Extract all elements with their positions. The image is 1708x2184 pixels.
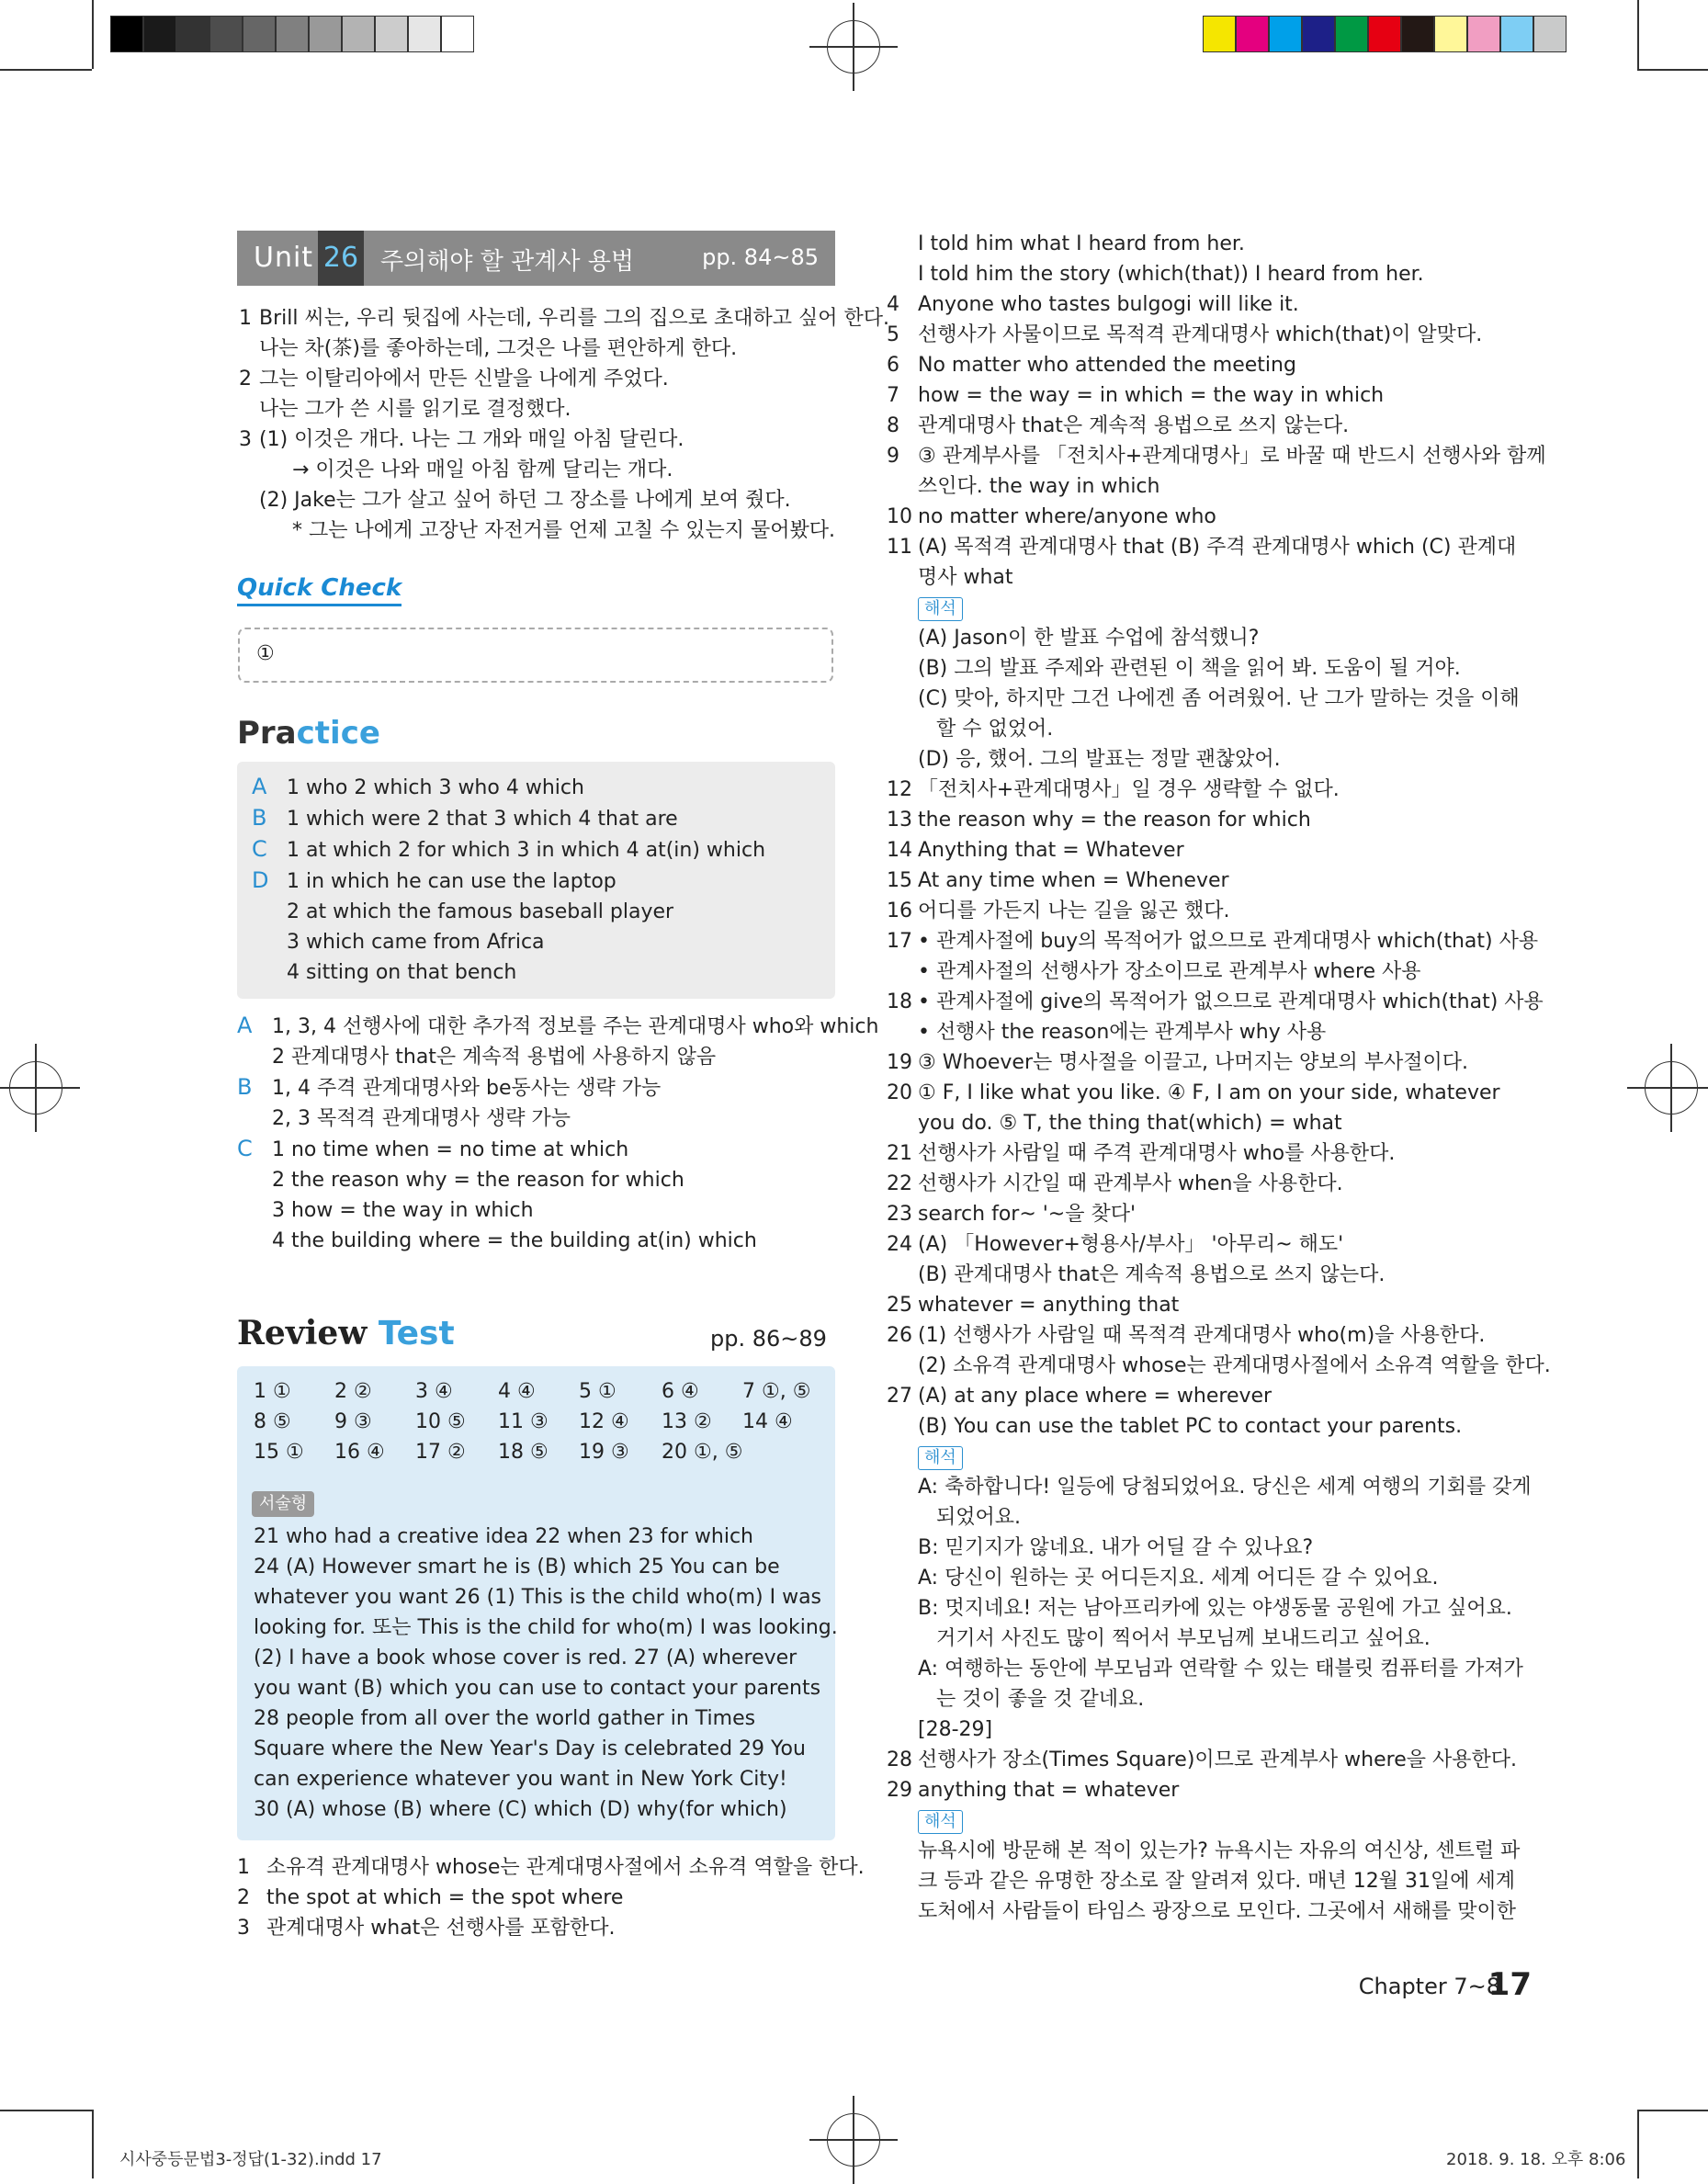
explanation-text: 거기서 사진도 많이 찍어서 부모님께 보내드리고 싶어요. [936, 1627, 1431, 1650]
gray-swatch [209, 16, 243, 52]
explanation-line [887, 1714, 1493, 1745]
explanation-line [887, 1866, 1515, 1896]
explanation-number: 1 [237, 1856, 250, 1879]
gray-swatch [342, 16, 375, 52]
crop-mark [0, 2110, 92, 2111]
gray-swatch [309, 16, 342, 52]
practice-title: Practice [237, 715, 380, 752]
explanation-number: 6 [887, 354, 899, 377]
review-answer: 20 ①, ⑤ [662, 1441, 743, 1464]
explanation-text: (2) 소유격 관계대명사 whose는 관계대명사절에서 소유격 역할을 한다. [918, 1354, 1551, 1377]
practice-letter: B [237, 1074, 253, 1100]
explanation-text: (B) 그의 발표 주제와 관련된 이 책을 읽어 봐. 도움이 될 거야. [918, 657, 1461, 680]
practice-letter: D [252, 867, 269, 893]
explanation-line [887, 1138, 1493, 1169]
practice-row [252, 772, 831, 803]
practice-answer: 2 at which the famous baseball player [287, 900, 674, 923]
explanation-line [887, 775, 1493, 805]
practice-row [252, 897, 831, 927]
color-swatch [1335, 16, 1368, 52]
practice-row [252, 957, 831, 988]
explanation-line [887, 1351, 1551, 1381]
example-translations [239, 303, 889, 546]
explanation-text: 관계대명사 that은 계속적 용법으로 쓰지 않는다. [918, 414, 1350, 437]
practice-explanation-text: 3 how = the way in which [272, 1199, 534, 1222]
explanation-line [887, 684, 1520, 714]
explanation-number: 13 [887, 809, 912, 832]
practice-explanation [237, 1226, 843, 1256]
crop-mark [92, 0, 94, 69]
practice-letter: C [237, 1136, 253, 1161]
example-line: 1 Brill 씨는, 우리 뒷집에 사는데, 우리를 그의 집으로 초대하고 싶어 한다. [239, 307, 889, 330]
explanation-text: 선행사가 사물이므로 목적격 관계대명사 which(that)이 알맞다. [918, 323, 1483, 346]
explanation-text: (C) 맞아, 하지만 그건 나에겐 좀 어려웠어. 난 그가 말하는 것을 이해 [918, 687, 1520, 710]
explanation-text: A: 당신이 원하는 곳 어디든지요. 세계 어디든 갈 수 있어요. [918, 1567, 1439, 1590]
explanation-number: 15 [887, 869, 912, 892]
explanation-text: (A) 목적격 관계대명사 that (B) 주격 관계대명사 which (C) 관계대 [918, 536, 1517, 559]
explanation-text: • 선행사 the reason에는 관계부사 why 사용 [918, 1021, 1327, 1044]
gray-swatch [408, 16, 441, 52]
review-answer: 3 ④ [415, 1380, 453, 1403]
review-answer: 14 ④ [742, 1410, 793, 1433]
explanation-number: 29 [887, 1779, 912, 1802]
explanation-text: you do. ⑤ T, the thing that(which) = what [918, 1112, 1342, 1135]
review-answer: 11 ③ [498, 1410, 549, 1433]
color-swatch [1302, 16, 1335, 52]
explanation-number: 16 [887, 900, 912, 922]
essay-tag: 서술형 [252, 1491, 314, 1517]
review-answer: 8 ⑤ [254, 1410, 291, 1433]
essay-answer-line: (2) I have a book whose cover is red. 27 (A) wherever [254, 1646, 797, 1669]
example-line: 나는 그가 쓴 시를 읽기로 결정했다. [259, 398, 571, 421]
explanation-line [887, 926, 1539, 956]
example-line: * 그는 나에게 고장난 자전거를 언제 고칠 수 있는지 물어봤다. [292, 519, 835, 542]
registration-mark-left [9, 1061, 62, 1115]
explanation-text: I told him what I heard from her. [918, 232, 1245, 255]
explanation-line [887, 744, 1493, 775]
explanation-line [887, 1502, 1493, 1533]
explanation-number: 7 [887, 384, 899, 407]
crop-mark [92, 2110, 94, 2178]
practice-explanation-text: 1, 4 주격 관계대명사와 be동사는 생략 가능 [272, 1077, 662, 1100]
crop-mark [1637, 0, 1639, 69]
practice-explanation [237, 1103, 843, 1134]
explanation-line [887, 1563, 1493, 1593]
page-number: 17 [1487, 1966, 1532, 2003]
review-answer: 18 ⑤ [498, 1441, 549, 1464]
crop-mark [1637, 2110, 1639, 2178]
explanation-number: 22 [887, 1172, 912, 1195]
explanation-text: 쓰인다. the way in which [918, 475, 1160, 498]
explanation-line [887, 987, 1544, 1017]
explanation-line [887, 502, 1493, 532]
unit-title: 주의해야 할 관계사 용법 [380, 248, 634, 276]
explanation-line [887, 1017, 1493, 1047]
practice-answer: 1 in which he can use the laptop [287, 870, 616, 893]
explanation-line [887, 896, 1493, 926]
explanation-line [887, 1320, 1493, 1351]
review-answer: 12 ④ [579, 1410, 629, 1433]
review-test-title: Review Test [237, 1314, 455, 1352]
essay-answer-line: looking for. 또는 This is the child for who(m) I was looking. [254, 1616, 838, 1639]
color-swatch [1467, 16, 1500, 52]
color-swatch [1368, 16, 1401, 52]
explanation-text: Anything that = Whatever [918, 839, 1184, 862]
review-answer: 19 ③ [579, 1441, 629, 1464]
explanation-line [887, 653, 1493, 684]
color-swatch [1203, 16, 1236, 52]
explanation-text: 관계대명사 what은 선행사를 포함한다. [266, 1917, 616, 1940]
explanation-line [887, 714, 1493, 744]
explanation-line [887, 1836, 1521, 1866]
explanation-line [887, 1381, 1493, 1411]
review-answer: 6 ④ [662, 1380, 699, 1403]
explanation-number: 24 [887, 1233, 912, 1256]
color-swatch [1236, 16, 1269, 52]
explanation-text: 되었어요. [936, 1506, 1022, 1529]
color-swatch [1269, 16, 1302, 52]
explanation-number: 18 [887, 990, 912, 1013]
practice-explanation-text: 2 the reason why = the reason for which [272, 1169, 684, 1192]
explanation-number: 8 [887, 414, 899, 437]
explanation-line [887, 805, 1493, 835]
explanation-text: At any time when = Whenever [918, 869, 1229, 892]
explanation-number: 26 [887, 1324, 912, 1347]
translation-badge: 해석 [918, 1446, 963, 1470]
explanation-line [887, 835, 1493, 866]
practice-letter: B [252, 805, 267, 831]
explanation-text: I told him the story (which(that)) I heard from her. [918, 263, 1424, 286]
translation-badge: 해석 [918, 1810, 963, 1834]
explanation-number: 14 [887, 839, 912, 862]
explanation-text: (1) 선행사가 사람일 때 목적격 관계대명사 who(m)을 사용한다. [918, 1324, 1486, 1347]
explanation-line [887, 441, 1546, 471]
explanation-line [887, 289, 1493, 320]
practice-answers [252, 772, 831, 988]
practice-explanation-text: 2 관계대명사 that은 계속적 용법에 사용하지 않음 [272, 1046, 717, 1069]
explanation-line [887, 956, 1493, 987]
explanation-text: the reason why = the reason for which [918, 809, 1311, 832]
explanation-number: 4 [887, 293, 899, 316]
explanation-line [887, 1442, 1493, 1472]
explanation-text: whatever = anything that [918, 1294, 1180, 1317]
explanation-text: 선행사가 장소(Times Square)이므로 관계부사 where을 사용한다. [918, 1748, 1517, 1771]
explanation-line [887, 320, 1493, 350]
explanation-item [237, 1852, 865, 1883]
date-slug: 2018. 9. 18. 오후 8:06 [1446, 2150, 1626, 2169]
essay-answer-line: can experience whatever you want in New York City! [254, 1768, 787, 1791]
explanation-line [887, 593, 1493, 623]
example-line: 3 (1) 이것은 개다. 나는 그 개와 매일 아침 달린다. [239, 428, 684, 451]
practice-explanation-text: 1 no time when = no time at which [272, 1138, 629, 1161]
explanation-number: 27 [887, 1385, 912, 1408]
explanation-line [887, 1775, 1493, 1805]
example-line: → 이것은 나와 매일 아침 함께 달리는 개다. [292, 458, 673, 481]
explanation-line [887, 532, 1517, 562]
translation-badge: 해석 [918, 597, 963, 621]
gray-swatch [143, 16, 176, 52]
practice-explanation [237, 1011, 879, 1042]
practice-explanation [237, 1134, 843, 1165]
essay-answer-line: 24 (A) However smart he is (B) which 25 You can be [254, 1556, 780, 1579]
explanation-line [887, 1229, 1493, 1260]
review-answer: 10 ⑤ [415, 1410, 466, 1433]
explanation-text: 소유격 관계대명사 whose는 관계대명사절에서 소유격 역할을 한다. [266, 1856, 865, 1879]
unit-pages: pp. 84~85 [702, 244, 819, 270]
explanation-text: A: 축하합니다! 일등에 당첨되었어요. 당신은 세계 여행의 기회를 갖게 [918, 1476, 1532, 1499]
practice-row [252, 927, 831, 957]
explanation-line [887, 1047, 1493, 1078]
explanation-text: ③ 관계부사를 「전치사+관계대명사」로 바꿀 때 반드시 선행사와 함께 [918, 445, 1546, 468]
explanation-line [887, 1745, 1517, 1775]
registration-mark-right [1645, 1061, 1698, 1115]
gray-swatch [441, 16, 474, 52]
explanation-text: 「전치사+관계대명사」일 경우 생략할 수 없다. [918, 778, 1340, 801]
review-test-pages: pp. 86~89 [710, 1326, 827, 1352]
chapter-label: Chapter 7~8 [1358, 1974, 1500, 1999]
review-answer: 9 ③ [334, 1410, 372, 1433]
explanation-line [887, 259, 1493, 289]
explanation-line [887, 1896, 1517, 1927]
explanation-number: 28 [887, 1748, 912, 1771]
explanation-text: (B) You can use the tablet PC to contact your parents. [918, 1415, 1463, 1438]
explanation-text: • 관계사절의 선행사가 장소이므로 관계부사 where 사용 [918, 960, 1421, 983]
gray-swatch [375, 16, 408, 52]
explanation-line [887, 1684, 1493, 1714]
review-answer-grid [254, 1376, 823, 1467]
review-answer-row [254, 1437, 823, 1467]
practice-row [252, 834, 831, 866]
practice-explanations [237, 1011, 879, 1256]
explanation-text: [28-29] [918, 1718, 993, 1741]
explanation-line [887, 1290, 1493, 1320]
example-line: 나는 차(茶)를 좋아하는데, 그것은 나를 편안하게 한다. [259, 337, 738, 360]
explanation-text: A: 여행하는 동안에 부모님과 연락할 수 있는 태블릿 컴퓨터를 가져가 [918, 1658, 1523, 1680]
explanation-line [887, 1411, 1493, 1442]
review-answer: 1 ① [254, 1380, 291, 1403]
explanation-line [887, 471, 1493, 502]
practice-explanation [237, 1072, 843, 1103]
color-swatch [1533, 16, 1567, 52]
registration-mark-top [827, 20, 880, 74]
practice-row [252, 803, 831, 834]
crop-mark [1637, 69, 1708, 71]
explanation-text: 선행사가 시간일 때 관계부사 when을 사용한다. [918, 1172, 1343, 1195]
explanation-text: No matter who attended the meeting [918, 354, 1296, 377]
explanation-number: 20 [887, 1081, 912, 1104]
explanation-text: 명사 what [918, 566, 1013, 589]
explanation-line [887, 1199, 1493, 1229]
quick-check-answer: ① [256, 642, 275, 665]
gray-swatch [110, 16, 143, 52]
quick-check-title: Quick Check [237, 574, 402, 606]
explanation-text: the spot at which = the spot where [266, 1886, 624, 1909]
explanation-text: search for~ '~을 찾다' [918, 1203, 1137, 1226]
explanation-text: no matter where/anyone who [918, 505, 1216, 528]
explanation-number: 2 [237, 1886, 250, 1909]
essay-answer-line: Square where the New Year's Day is celebrated 29 You [254, 1737, 806, 1760]
example-line: 2 그는 이탈리아에서 만든 신발을 나에게 주었다. [239, 368, 669, 390]
explanation-text: B: 멋지네요! 저는 남아프리카에 있는 야생동물 공원에 가고 싶어요. [918, 1597, 1512, 1620]
unit-label: Unit [254, 242, 314, 274]
gray-swatch [276, 16, 309, 52]
practice-answer: 1 who 2 which 3 who 4 which [287, 776, 584, 799]
gray-swatch [243, 16, 276, 52]
explanation-text: ① F, I like what you like. ④ F, I am on your side, whatever [918, 1081, 1500, 1104]
quick-check-box [238, 628, 833, 683]
explanation-text: 할 수 없었어. [936, 718, 1054, 741]
explanation-text: B: 믿기지가 않네요. 내가 어딜 갈 수 있나요? [918, 1536, 1314, 1559]
review-essay-answers [254, 1522, 838, 1825]
explanation-text: • 관계사절에 buy의 목적어가 없으므로 관계대명사 which(that) 사용 [918, 930, 1539, 953]
review-answer: 7 ①, ⑤ [742, 1380, 811, 1403]
explanation-number: 12 [887, 778, 912, 801]
practice-explanation [237, 1042, 843, 1072]
unit-number: 26 [318, 231, 364, 286]
explanation-line [887, 1260, 1493, 1290]
explanation-text: (B) 관계대명사 that은 계속적 용법으로 쓰지 않는다. [918, 1263, 1386, 1286]
explanation-text: • 관계사절에 give의 목적어가 없으므로 관계대명사 which(that) 사용 [918, 990, 1544, 1013]
review-answer: 17 ② [415, 1441, 466, 1464]
registration-mark-bottom [827, 2113, 880, 2167]
color-swatch [1434, 16, 1467, 52]
explanation-line [887, 380, 1493, 411]
essay-answer-line: whatever you want 26 (1) This is the child who(m) I was [254, 1586, 822, 1609]
practice-letter: A [252, 774, 267, 799]
review-answer: 16 ④ [334, 1441, 385, 1464]
review-answer-row [254, 1407, 823, 1437]
explanation-text: (A) 「However+형용사/부사」 '아무리~ 해도' [918, 1233, 1344, 1256]
explanation-text: anything that = whatever [918, 1779, 1180, 1802]
explanation-number: 10 [887, 505, 912, 528]
review-answer: 15 ① [254, 1441, 304, 1464]
explanation-line [887, 562, 1493, 593]
explanation-line [887, 1533, 1493, 1563]
review-explanations-right [887, 229, 1551, 1927]
practice-letter: A [237, 1013, 253, 1038]
explanation-text: 선행사가 사람일 때 주격 관계대명사 who를 사용한다. [918, 1142, 1396, 1165]
essay-answer-line: 21 who had a creative idea 22 when 23 for which [254, 1525, 753, 1548]
explanation-line [887, 623, 1493, 653]
explanation-line [887, 1805, 1493, 1836]
explanation-line [887, 1169, 1493, 1199]
explanation-line [887, 1624, 1493, 1654]
practice-answer: 1 at which 2 for which 3 in which 4 at(in) which [287, 839, 766, 862]
explanation-line [887, 1654, 1523, 1684]
practice-answer: 1 which were 2 that 3 which 4 that are [287, 808, 678, 831]
explanation-text: 도처에서 사람들이 타임스 광장으로 모인다. 그곳에서 새해를 맞이한 [918, 1900, 1517, 1923]
explanation-text: (D) 응, 했어. 그의 발표는 정말 괜찮았어. [918, 748, 1281, 771]
review-explanations-left [237, 1852, 865, 1943]
explanation-text: Anyone who tastes bulgogi will like it. [918, 293, 1299, 316]
practice-explanation [237, 1195, 843, 1226]
explanation-text: (A) at any place where = wherever [918, 1385, 1273, 1408]
review-answer: 13 ② [662, 1410, 712, 1433]
explanation-text: (A) Jason이 한 발표 수업에 참석했니? [918, 627, 1260, 650]
explanation-text: ③ Whoever는 명사절을 이끌고, 나머지는 양보의 부사절이다. [918, 1051, 1469, 1074]
practice-explanation-text: 1, 3, 4 선행사에 대한 추가적 정보를 주는 관계대명사 who와 which [272, 1015, 879, 1038]
explanation-line [887, 350, 1493, 380]
explanation-number: 5 [887, 323, 899, 346]
explanation-item [237, 1913, 843, 1943]
explanation-text: 는 것이 좋을 것 같네요. [936, 1688, 1145, 1711]
color-swatch [1500, 16, 1533, 52]
review-answer: 4 ④ [498, 1380, 536, 1403]
practice-answer: 4 sitting on that bench [287, 961, 517, 984]
gray-swatch [176, 16, 209, 52]
example-line: (2) Jake는 그가 살고 싶어 하던 그 장소를 나에게 보여 줬다. [259, 489, 791, 512]
color-swatch [1401, 16, 1434, 52]
explanation-text: 어디를 가든지 나는 길을 잃곤 했다. [918, 900, 1230, 922]
explanation-line [887, 229, 1493, 259]
explanation-text: 뉴욕시에 방문해 본 적이 있는가? 뉴욕시는 자유의 여신상, 센트럴 파 [918, 1839, 1521, 1862]
practice-row [252, 866, 831, 897]
explanation-line [887, 1108, 1493, 1138]
crop-mark [1637, 2110, 1708, 2111]
explanation-number: 19 [887, 1051, 912, 1074]
review-answer: 5 ① [579, 1380, 616, 1403]
explanation-number: 21 [887, 1142, 912, 1165]
file-slug: 시사중등문법3-정답(1-32).indd 17 [119, 2150, 382, 2169]
review-answer-row [254, 1376, 823, 1407]
explanation-number: 17 [887, 930, 912, 953]
explanation-line [887, 1593, 1512, 1624]
essay-answer-line: 30 (A) whose (B) where (C) which (D) why(for which) [254, 1798, 787, 1821]
practice-answer: 3 which came from Africa [287, 931, 545, 954]
explanation-line [887, 1472, 1532, 1502]
explanation-number: 25 [887, 1294, 912, 1317]
practice-explanation [237, 1165, 843, 1195]
explanation-number: 11 [887, 536, 912, 559]
explanation-number: 3 [237, 1917, 250, 1940]
explanation-text: how = the way = in which = the way in which [918, 384, 1385, 407]
crop-mark [0, 69, 92, 71]
explanation-item [237, 1883, 843, 1913]
explanation-number: 23 [887, 1203, 912, 1226]
explanation-line [887, 866, 1493, 896]
essay-answer-line: 28 people from all over the world gather in Times [254, 1707, 756, 1730]
explanation-text: 크 등과 같은 유명한 장소로 잘 알려져 있다. 매년 12월 31일에 세계 [918, 1870, 1515, 1893]
explanation-number: 9 [887, 445, 899, 468]
essay-answer-line: you want (B) which you can use to contact your parents [254, 1677, 821, 1700]
unit-header [237, 231, 835, 286]
practice-explanation-text: 4 the building where = the building at(in) which [272, 1229, 757, 1252]
explanation-line [887, 1078, 1500, 1108]
review-answer: 2 ② [334, 1380, 372, 1403]
practice-explanation-text: 2, 3 목적격 관계대명사 생략 가능 [272, 1107, 571, 1130]
explanation-line [887, 411, 1493, 441]
practice-letter: C [252, 836, 267, 862]
